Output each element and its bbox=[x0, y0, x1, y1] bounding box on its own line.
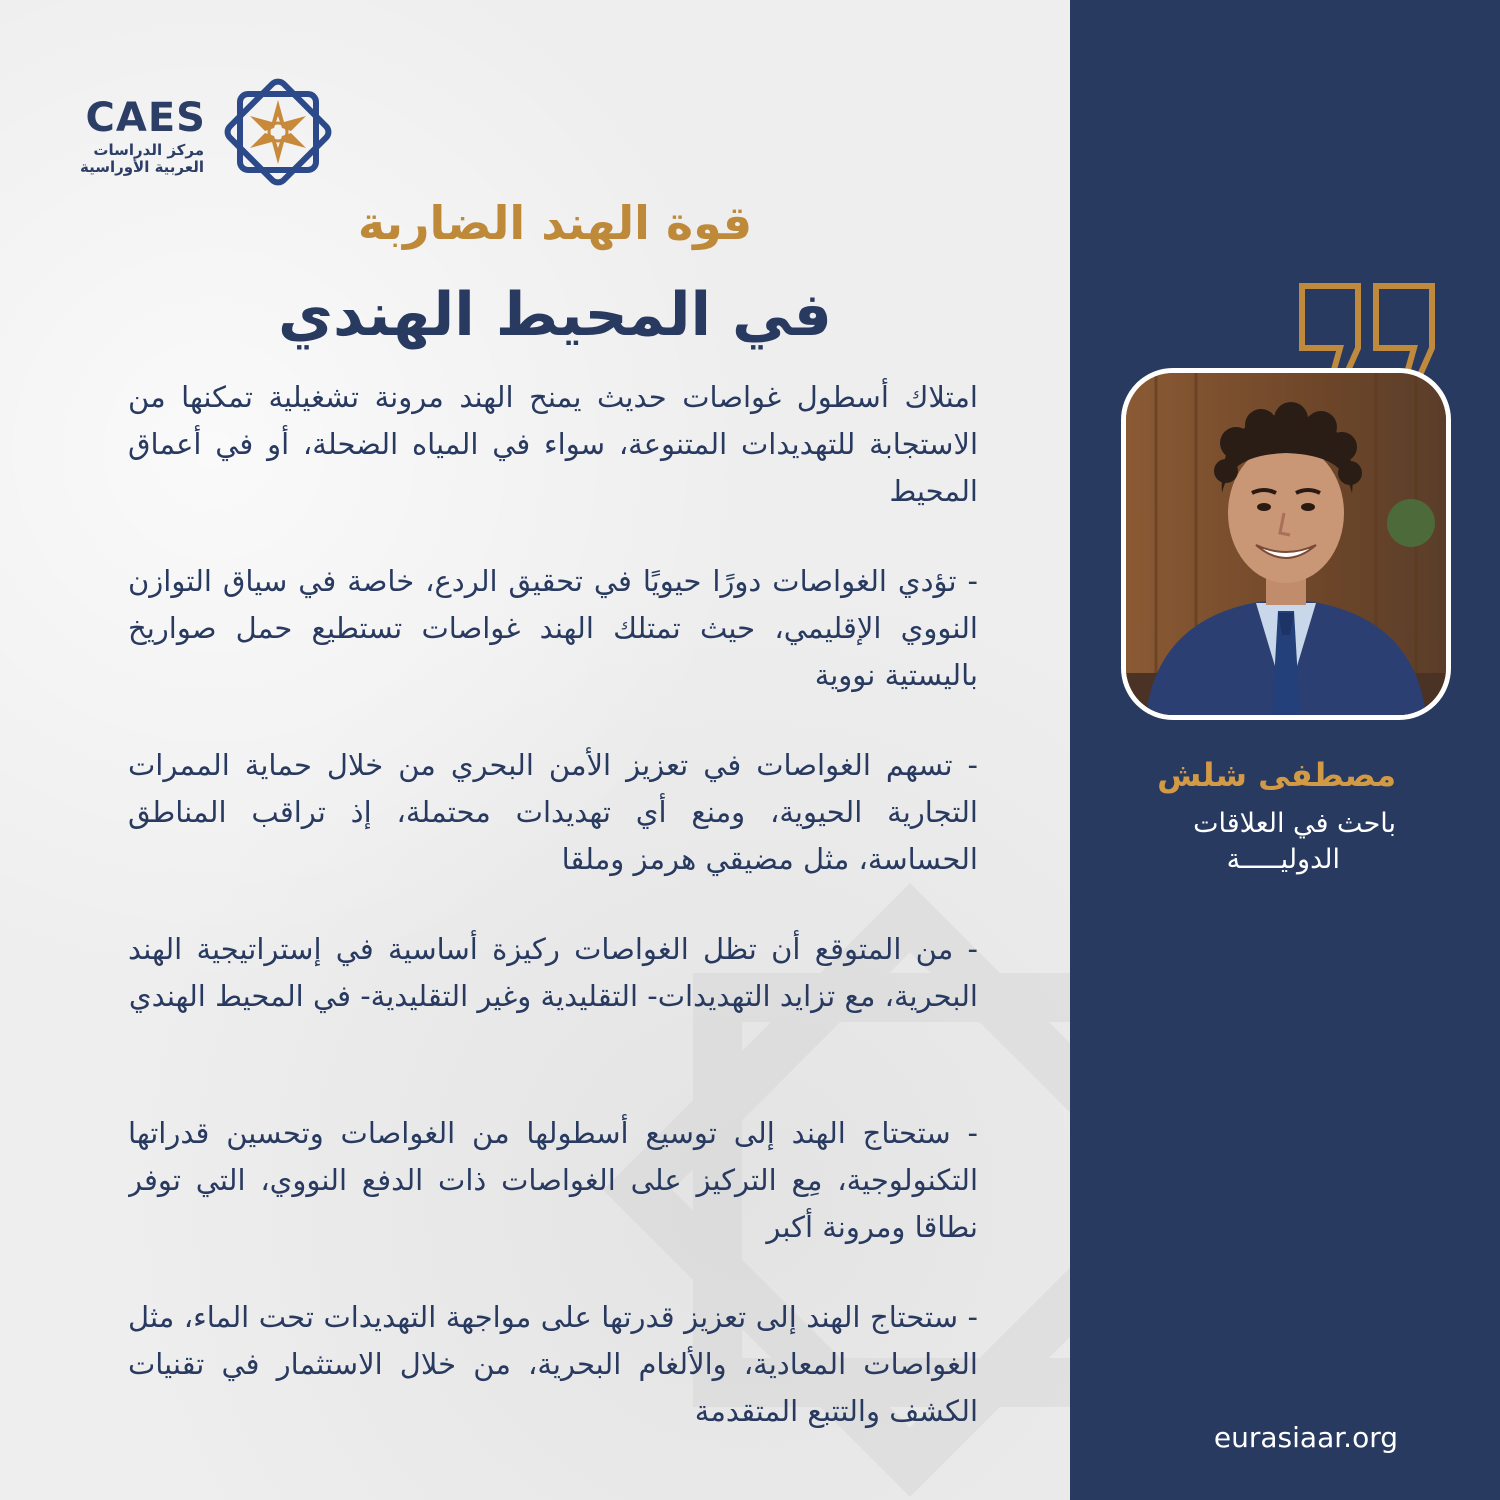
paragraph-6: - ستحتاج الهند إلى تعزيز قدرتها على مواجهة التهديدات تحت الماء، مثل الغواصات المعادية، والألغام البحرية، من خلال الاستثمار في تقنيات الكشف والتتبع المتقدمة bbox=[128, 1300, 978, 1428]
paragraph-3: - تسهم الغواصات في تعزيز الأمن البحري من خلال حماية الممرات التجارية الحيوية، ومنع أي تهديدات محتملة، إذ تراقب المناطق الحساسة، مثل مضيقي هرمز وملقا bbox=[128, 748, 978, 876]
article-body bbox=[128, 374, 978, 1478]
paragraph-5: - ستحتاج الهند إلى توسيع أسطولها من الغواصات وتحسين قدراتها التكنولوجية، مِع التركيز على الغواصات ذات الدفع النووي، التي توفر نطاقا ومرونة أكبر bbox=[128, 1116, 978, 1244]
portrait-illustration bbox=[1126, 373, 1446, 715]
headline-line1: قوة الهند الضاربة bbox=[357, 196, 753, 250]
website-link[interactable]: eurasiaar.org bbox=[1213, 1421, 1398, 1454]
author-photo bbox=[1121, 368, 1451, 720]
paragraph-1: امتلاك أسطول غواصات حديث يمنح الهند مرونة تشغيلية تمكنها من الاستجابة للتهديدات المتنوعة، سواء في المياه الضحلة، أو في أعماق المحيط bbox=[128, 380, 978, 508]
paragraph-2: - تؤدي الغواصات دورًا حيويًا في تحقيق الردع، خاصة في سياق التوازن النووي الإقليمي، حيث تمتلك الهند غواصات تستطيع حمل صواريخ باليستية نووية bbox=[128, 564, 978, 692]
caes-logo bbox=[78, 70, 343, 195]
author-name: مصطفى شلش bbox=[1157, 756, 1396, 794]
author-role-line2: الدوليـــــة bbox=[1226, 844, 1340, 875]
logo-name-line1: مركز الدراسات bbox=[93, 141, 204, 159]
author-role-line1: باحث في العلاقات bbox=[1193, 808, 1396, 839]
eight-point-star-icon bbox=[216, 70, 340, 194]
headline-line2: في المحيط الهندي bbox=[278, 280, 832, 350]
logo-name-line2: العربية الأوراسية bbox=[79, 158, 204, 176]
paragraph-4: - من المتوقع أن تظل الغواصات ركيزة أساسية في إستراتيجية الهند البحرية، مع تزايد التهديدات- التقليدية وغير التقليدية- في المحيط الهندي bbox=[128, 932, 978, 1013]
logo-acronym: CAES bbox=[85, 95, 206, 141]
